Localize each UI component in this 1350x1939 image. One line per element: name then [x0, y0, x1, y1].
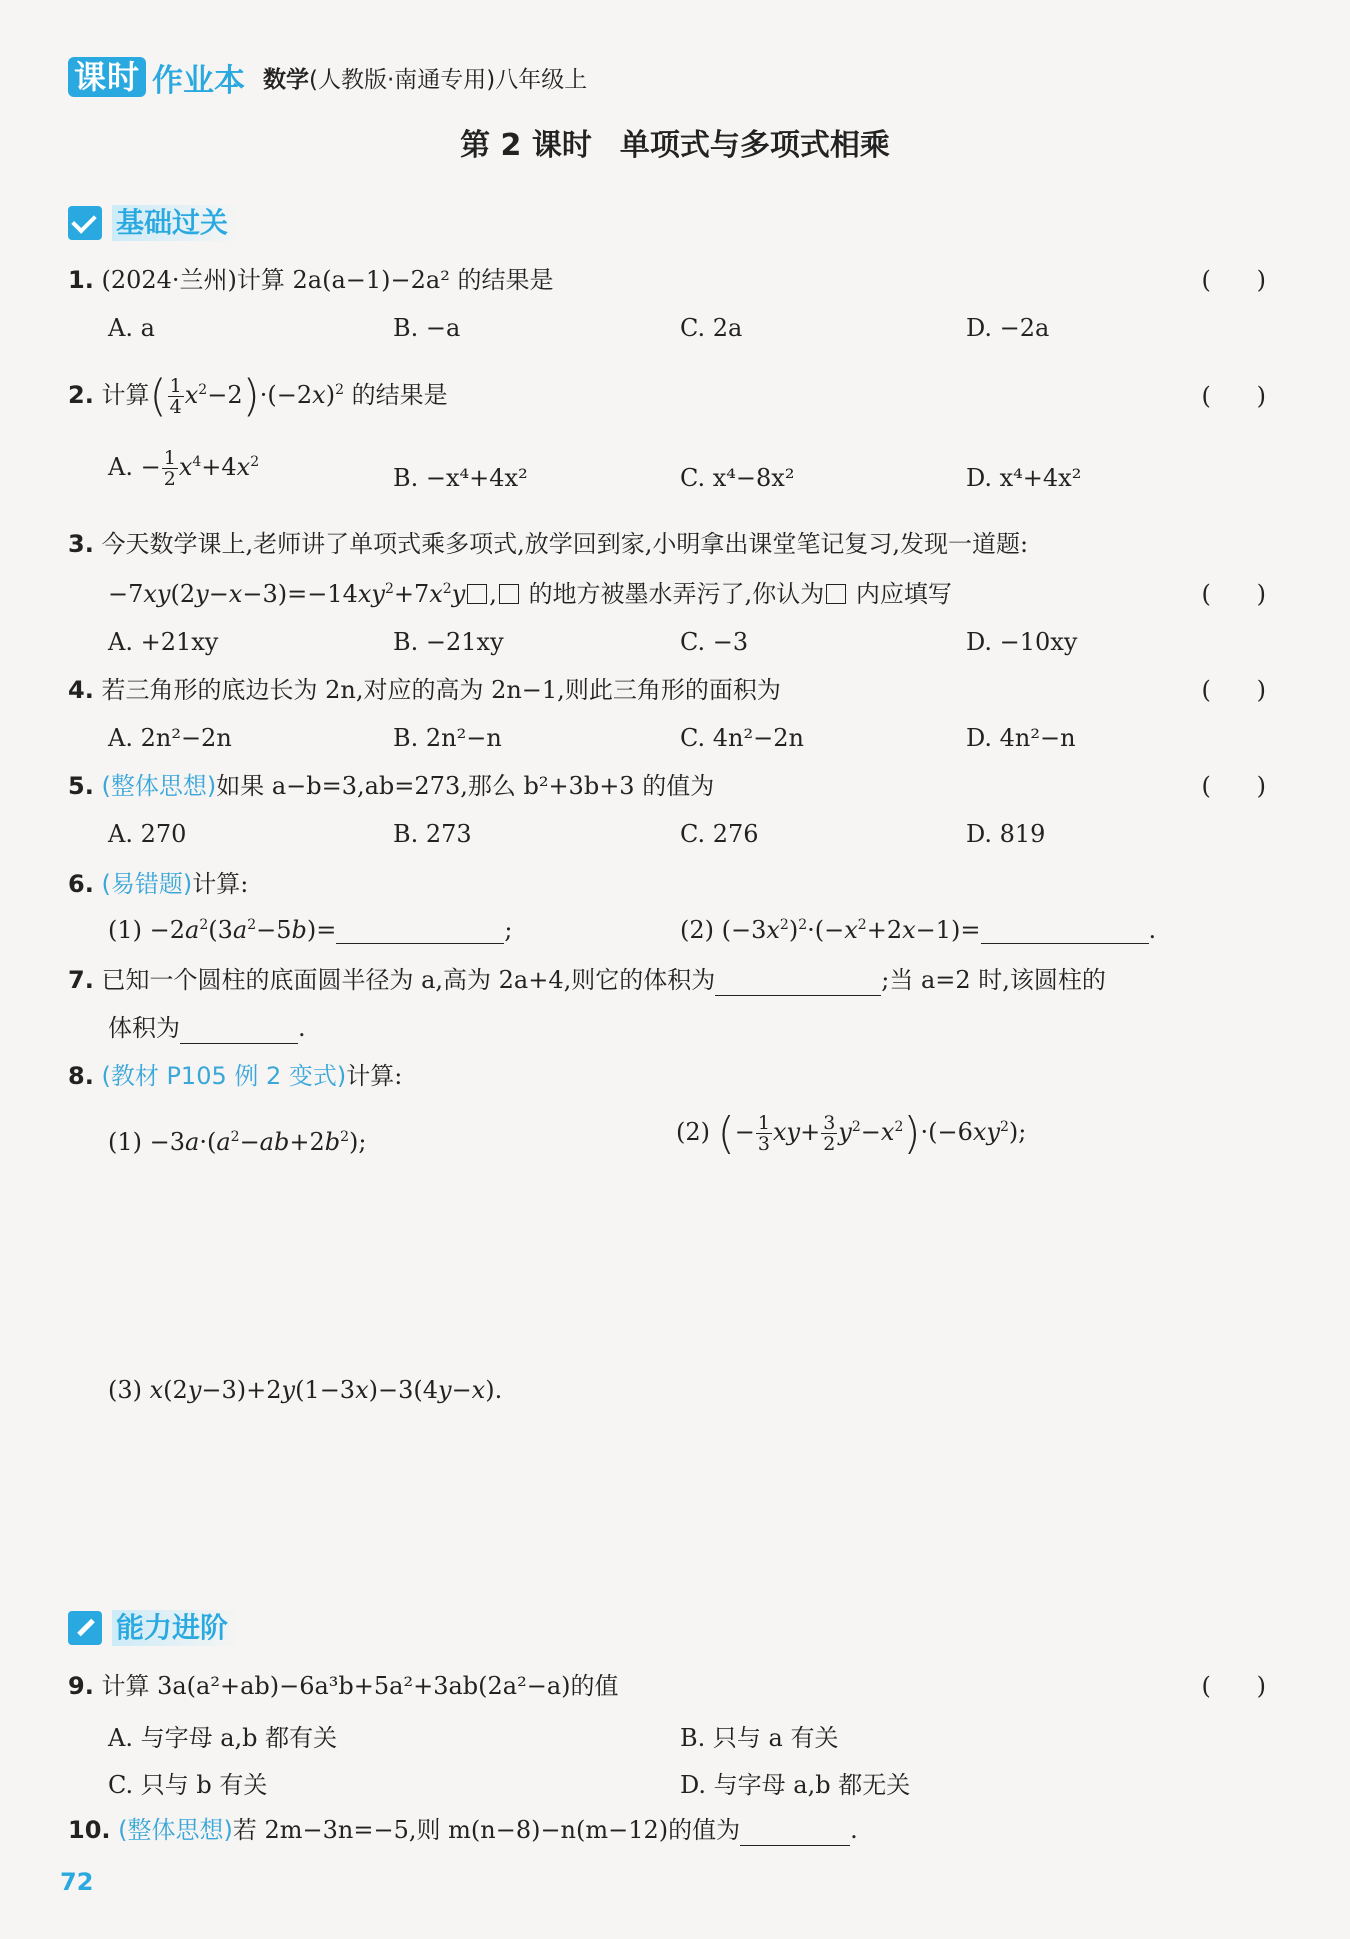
answer-bracket-9: ( ) — [1201, 1672, 1266, 1700]
q1-option-d: D. −2a — [966, 314, 1050, 342]
q6-part-2: (2) $(-3x^2)^2\cdot(-x^2+2x-1)=$ . — [680, 916, 1157, 944]
answer-bracket-5: ( ) — [1201, 772, 1266, 800]
question-3-line2: $-7xy(2y-x-3)=-14xy^2+7x^2y$ , 的地方被墨水弄污了,你认为 内应填写 — [108, 580, 952, 608]
page-number: 72 — [60, 1868, 94, 1896]
lesson-title: 第 2 课时 单项式与多项式相乘 — [460, 128, 890, 163]
q8-part-1: $(1) -3a\cdot(a^2-ab+2b^2)$; — [108, 1128, 367, 1156]
question-7-line2: 体积为 . — [108, 1014, 306, 1042]
q5-option-c: C. 276 — [680, 820, 759, 848]
q3-option-a: A. +21xy — [108, 628, 219, 656]
q2-option-b: B. −x⁴+4x² — [393, 464, 528, 492]
blank-box — [826, 584, 846, 604]
q3-option-d: D. −10xy — [966, 628, 1078, 656]
q9-option-a: A. 与字母 a,b 都有关 — [108, 1724, 338, 1752]
blank-box — [499, 584, 519, 604]
q2-option-a: A. − $\frac{1}{2}$ $x^4+4x^2$ — [108, 447, 260, 490]
question-10: 10. (整体思想)若 2m−3n=−5,则 m(n−8)−n(m−12)的值为 . — [68, 1816, 858, 1844]
logo: 课时 — [68, 57, 146, 97]
q9-option-b: B. 只与 a 有关 — [680, 1724, 839, 1752]
answer-bracket-4: ( ) — [1201, 676, 1266, 704]
q3-option-c: C. −3 — [680, 628, 749, 656]
answer-bracket-3: ( ) — [1201, 580, 1266, 608]
question-8: 8. (教材 P105 例 2 变式)计算: — [68, 1062, 403, 1090]
q9-option-c: C. 只与 b 有关 — [108, 1771, 268, 1799]
q9-option-d: D. 与字母 a,b 都无关 — [680, 1771, 911, 1799]
blank-box — [467, 584, 487, 604]
question-4: 4. 若三角形的底边长为 2n,对应的高为 2n−1,则此三角形的面积为 — [68, 676, 781, 704]
q1-option-a: A. a — [108, 314, 155, 342]
q3-option-b: B. −21xy — [393, 628, 504, 656]
q2-option-d: D. x⁴+4x² — [966, 464, 1082, 492]
pencil-icon — [68, 1611, 102, 1645]
q1-option-b: B. −a — [393, 314, 461, 342]
question-2: 2. 计算( $\frac{1}{4}$ $x^2-2)\cdot(-2x)^2$ 的结果是 — [68, 370, 448, 422]
question-9: 9. 计算 3a(a²+ab)−6a³b+5a²+3ab(2a²−a)的值 — [68, 1672, 619, 1700]
q4-option-a: A. 2n²−2n — [108, 724, 232, 752]
q6-part-1: $(1) -2a^2(3a^2-5b)=$ ; — [108, 916, 513, 944]
q8-part-3: (3) x(2y−3)+2y(1−3x)−3(4y−x). — [108, 1376, 503, 1404]
logo-text: 作业本 — [152, 62, 246, 99]
q4-option-b: B. 2n²−n — [393, 724, 502, 752]
q4-option-c: C. 4n²−2n — [680, 724, 804, 752]
q5-option-b: B. 273 — [393, 820, 472, 848]
question-3: 3. 今天数学课上,老师讲了单项式乘多项式,放学回到家,小明拿出课堂笔记复习,发现一道题: — [68, 530, 1029, 558]
q8-part-2: (2) (− $\frac{1}{3}$ xy+ $\frac{3}{2}$ $y^2-x^2)\cdot(-6xy^2)$; — [676, 1108, 1027, 1159]
question-6: 6. (易错题)计算: — [68, 870, 249, 898]
section-advanced: 能力进阶 — [68, 1608, 240, 1648]
checkbox-icon — [68, 206, 102, 240]
book-info: 数学(人教版·南通专用)八年级上 — [263, 66, 588, 93]
q1-option-c: C. 2a — [680, 314, 743, 342]
q5-option-d: D. 819 — [966, 820, 1046, 848]
header — [68, 55, 587, 99]
question-7: 7. 已知一个圆柱的底面圆半径为 a,高为 2a+4,则它的体积为 ;当 a=2 时,该圆柱的 — [68, 966, 1106, 994]
q5-option-a: A. 270 — [108, 820, 187, 848]
question-1: 1. (2024·兰州)计算 2a(a−1)−2a² 的结果是 — [68, 266, 554, 294]
section-basic: 基础过关 — [68, 203, 240, 243]
answer-bracket-1: ( ) — [1201, 266, 1266, 294]
q2-option-c: C. x⁴−8x² — [680, 464, 795, 492]
answer-bracket-2: ( ) — [1201, 382, 1266, 410]
question-5: 5. (整体思想)如果 a−b=3,ab=273,那么 b²+3b+3 的值为 — [68, 772, 715, 800]
q4-option-d: D. 4n²−n — [966, 724, 1076, 752]
